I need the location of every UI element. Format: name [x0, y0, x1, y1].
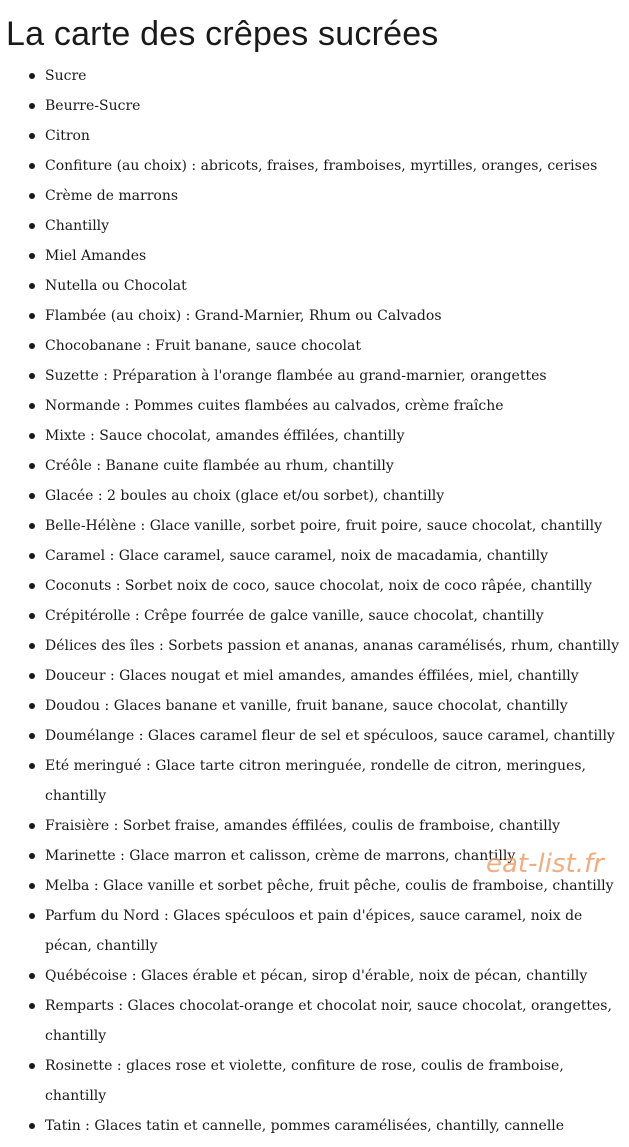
watermark: eat-list.fr [486, 849, 604, 879]
list-item: Fraisière : Sorbet fraise, amandes éffilées, coulis de framboise, chantilly [45, 811, 629, 841]
list-item: Remparts : Glaces chocolat-orange et chocolat noir, sauce chocolat, orangettes, chantilly [45, 991, 629, 1051]
list-item: Créôle : Banane cuite flambée au rhum, chantilly [45, 451, 629, 481]
list-item: Melba : Glace vanille et sorbet pêche, fruit pêche, coulis de framboise, chantilly [45, 871, 629, 901]
list-item: Confiture (au choix) : abricots, fraises, framboises, myrtilles, oranges, cerises [45, 151, 629, 181]
list-item: Glacée : 2 boules au choix (glace et/ou sorbet), chantilly [45, 481, 629, 511]
list-item: Délices des îles : Sorbets passion et ananas, ananas caramélisés, rhum, chantilly [45, 631, 629, 661]
list-item: Parfum du Nord : Glaces spéculoos et pain d'épices, sauce caramel, noix de pécan, chantilly [45, 901, 629, 961]
list-item: Nutella ou Chocolat [45, 271, 629, 301]
list-item: Chocobanane : Fruit banane, sauce chocolat [45, 331, 629, 361]
list-item: Eté meringué : Glace tarte citron meringuée, rondelle de citron, meringues, chantilly [45, 751, 629, 811]
list-item: Normande : Pommes cuites flambées au calvados, crème fraîche [45, 391, 629, 421]
list-item: Chantilly [45, 211, 629, 241]
list-item: Caramel : Glace caramel, sauce caramel, noix de macadamia, chantilly [45, 541, 629, 571]
list-item: Sucre [45, 61, 629, 91]
crepe-menu-list [0, 61, 629, 1141]
list-item: Flambée (au choix) : Grand-Marnier, Rhum ou Calvados [45, 301, 629, 331]
list-item: Marinette : Glace marron et calisson, crème de marrons, chantilly [45, 841, 629, 871]
list-item: Suzette : Préparation à l'orange flambée au grand-marnier, orangettes [45, 361, 629, 391]
list-item: Tatin : Glaces tatin et cannelle, pommes caramélisées, chantilly, cannelle [45, 1111, 629, 1141]
list-item: Miel Amandes [45, 241, 629, 271]
list-item: Belle-Hélène : Glace vanille, sorbet poire, fruit poire, sauce chocolat, chantilly [45, 511, 629, 541]
list-item: Crépitérolle : Crêpe fourrée de galce vanille, sauce chocolat, chantilly [45, 601, 629, 631]
list-item: Québécoise : Glaces érable et pécan, sirop d'érable, noix de pécan, chantilly [45, 961, 629, 991]
page-title: La carte des crêpes sucrées [6, 15, 439, 53]
list-item: Coconuts : Sorbet noix de coco, sauce chocolat, noix de coco râpée, chantilly [45, 571, 629, 601]
list-item: Mixte : Sauce chocolat, amandes éffilées, chantilly [45, 421, 629, 451]
list-item: Doumélange : Glaces caramel fleur de sel et spéculoos, sauce caramel, chantilly [45, 721, 629, 751]
list-item: Doudou : Glaces banane et vanille, fruit banane, sauce chocolat, chantilly [45, 691, 629, 721]
list-item: Citron [45, 121, 629, 151]
list-item: Beurre-Sucre [45, 91, 629, 121]
list-item: Douceur : Glaces nougat et miel amandes, amandes éffilées, miel, chantilly [45, 661, 629, 691]
list-item: Crème de marrons [45, 181, 629, 211]
list-item: Rosinette : glaces rose et violette, confiture de rose, coulis de framboise, chantilly [45, 1051, 629, 1111]
